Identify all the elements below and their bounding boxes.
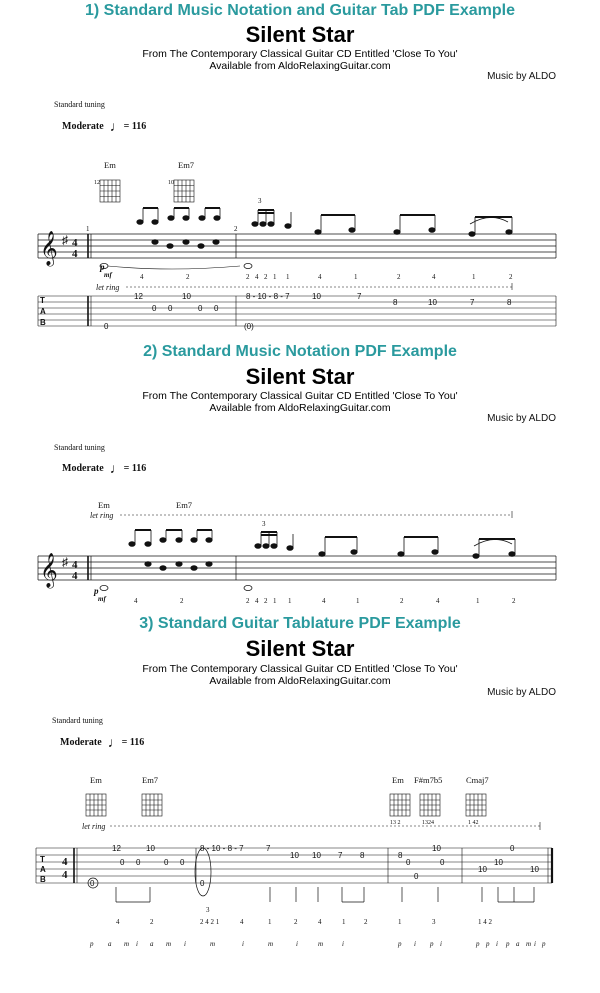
tuning-label: Standard tuning [54, 100, 105, 109]
tempo-value: = 116 [121, 737, 145, 748]
svg-text:mf: mf [104, 271, 112, 279]
svg-text:i: i [242, 940, 244, 948]
chord-diagrams [86, 794, 486, 816]
fingering-numbers [134, 597, 516, 605]
tab-letter: A [40, 865, 46, 874]
svg-text:1: 1 [398, 918, 402, 926]
svg-text:mf: mf [98, 595, 106, 603]
svg-text:7: 7 [470, 298, 475, 307]
svg-text:0: 0 [214, 304, 219, 313]
tab-letter: T [40, 296, 45, 305]
tuning-label: Standard tuning [52, 716, 103, 725]
chord-name: Cmaj7 [466, 775, 489, 785]
let-ring-label: let ring [96, 283, 120, 292]
svg-text:3: 3 [432, 918, 436, 926]
section-notation-only [0, 340, 600, 612]
svg-text:10: 10 [478, 865, 487, 874]
svg-text:10: 10 [182, 292, 191, 301]
svg-text:8: 8 [393, 298, 398, 307]
let-ring-label: let ring [82, 822, 106, 831]
bar-number: 1 [86, 225, 90, 233]
chord-name: Em7 [142, 775, 159, 785]
svg-text:8: 8 [507, 298, 512, 307]
chord-name: Em [104, 160, 116, 170]
svg-text:8: 8 [398, 851, 403, 860]
subtitle-line-2: Available from AldoRelaxingGuitar.com [209, 675, 391, 687]
svg-text:10: 10 [168, 180, 174, 186]
svg-text:i: i [342, 940, 344, 948]
svg-text:i: i [136, 940, 138, 948]
chord-fingering: 1324 [422, 820, 434, 826]
svg-text:0: 0 [198, 304, 203, 313]
svg-text:2: 2 [294, 918, 298, 926]
svg-text:10: 10 [146, 844, 155, 853]
music-staff [38, 234, 556, 258]
svg-text:0: 0 [120, 858, 125, 867]
tempo-label: Moderate [62, 121, 104, 132]
music-staff [38, 556, 556, 580]
time-signature: 4 [72, 559, 78, 571]
sharp-icon: ♯ [62, 233, 68, 247]
svg-text:4: 4 [432, 273, 436, 281]
svg-text:4: 4 [322, 597, 326, 605]
chord-diagram-em [100, 180, 120, 202]
fingering-numbers [140, 273, 513, 281]
svg-text:10: 10 [290, 851, 299, 860]
svg-text:10: 10 [312, 292, 321, 301]
svg-text:(0): (0) [244, 322, 254, 331]
chord-name: Em [392, 775, 404, 785]
svg-text:0: 0 [104, 322, 109, 331]
svg-text:2: 2 [180, 597, 184, 605]
chord-name: Em [98, 500, 110, 510]
svg-text:a: a [150, 940, 154, 948]
section-tab-only [0, 612, 600, 993]
svg-text:4: 4 [318, 918, 322, 926]
svg-text:m: m [526, 940, 532, 948]
svg-text:4: 4 [436, 597, 440, 605]
svg-text:2: 2 [150, 918, 154, 926]
composer-credit: Music by ALDO [487, 687, 556, 698]
svg-text:2: 2 [400, 597, 404, 605]
chord-name: F#m7b5 [414, 775, 443, 785]
svg-text:p: p [486, 940, 490, 948]
svg-text:i: i [440, 940, 442, 948]
score-system-1 [0, 0, 600, 340]
svg-text:4: 4 [140, 273, 144, 281]
svg-text:m: m [166, 940, 172, 948]
svg-text:2: 2 [246, 597, 250, 605]
svg-text:8: 8 [360, 851, 365, 860]
tab-letter: T [40, 855, 45, 864]
chord-fingering: 1 42 [468, 820, 479, 826]
svg-text:0: 0 [168, 304, 173, 313]
svg-text:0: 0 [510, 844, 515, 853]
tempo-value: = 116 [123, 121, 147, 132]
notes-bar-1 [100, 530, 212, 591]
dynamic-marking: p [94, 586, 99, 596]
tempo-value: = 116 [123, 463, 147, 474]
svg-text:10: 10 [530, 865, 539, 874]
svg-text:0: 0 [414, 872, 419, 881]
svg-text:12: 12 [94, 180, 100, 186]
rhythm-stems [116, 887, 534, 902]
treble-clef-icon: 𝄞 [40, 232, 58, 265]
bar-number: 2 [234, 225, 238, 233]
svg-text:8 - 10 - 8 - 7: 8 - 10 - 8 - 7 [246, 292, 290, 301]
svg-text:4: 4 [116, 918, 120, 926]
svg-text:2: 2 [264, 597, 268, 605]
svg-text:0: 0 [440, 858, 445, 867]
chord-name: Em7 [176, 500, 193, 510]
svg-text:1: 1 [356, 597, 360, 605]
svg-text:1: 1 [476, 597, 480, 605]
svg-text:p: p [476, 940, 480, 948]
tuning-label: Standard tuning [54, 443, 105, 452]
svg-text:0: 0 [90, 879, 95, 888]
song-title: Silent Star [245, 636, 355, 661]
svg-text:p: p [506, 940, 510, 948]
fingering-numbers [116, 918, 493, 926]
quarter-note-icon: ♩ [109, 120, 124, 135]
svg-text:1: 1 [273, 597, 277, 605]
svg-text:i: i [296, 940, 298, 948]
svg-text:0: 0 [180, 858, 185, 867]
svg-text:a: a [516, 940, 520, 948]
svg-text:4: 4 [62, 869, 68, 881]
svg-text:m: m [318, 940, 324, 948]
svg-text:10: 10 [432, 844, 441, 853]
svg-text:4: 4 [240, 918, 244, 926]
svg-text:2 4 2 1: 2 4 2 1 [200, 918, 220, 926]
section-notation-and-tab [0, 0, 600, 340]
svg-text:i: i [414, 940, 416, 948]
svg-text:1: 1 [342, 918, 346, 926]
picking-pattern [89, 940, 546, 948]
svg-text:4: 4 [255, 597, 259, 605]
svg-text:p: p [430, 940, 434, 948]
tab-numbers [104, 292, 512, 331]
svg-text:1: 1 [288, 597, 292, 605]
svg-text:10: 10 [428, 298, 437, 307]
svg-text:0: 0 [164, 858, 169, 867]
svg-text:2: 2 [512, 597, 516, 605]
svg-text:2: 2 [186, 273, 190, 281]
svg-text:4: 4 [318, 273, 322, 281]
svg-text:m: m [210, 940, 216, 948]
tab-letter: B [40, 318, 46, 327]
svg-text:2: 2 [364, 918, 368, 926]
svg-text:1: 1 [268, 918, 272, 926]
svg-text:p: p [398, 940, 402, 948]
tuplet-number: 3 [258, 197, 262, 205]
song-title: Silent Star [245, 22, 355, 47]
time-signature: 4 [62, 856, 68, 868]
quarter-note-icon: ♩ [107, 736, 122, 751]
tab-letter: B [40, 875, 46, 884]
svg-text:0: 0 [152, 304, 157, 313]
dynamic-marking: p [100, 262, 105, 272]
subtitle-line-1: From The Contemporary Classical Guitar CD Entitled 'Close To You' [142, 390, 458, 402]
svg-text:4: 4 [255, 273, 259, 281]
tab-staff [38, 296, 556, 326]
time-signature: 4 [72, 237, 78, 249]
svg-text:7: 7 [357, 292, 362, 301]
svg-text:0: 0 [136, 858, 141, 867]
composer-credit: Music by ALDO [487, 71, 556, 82]
svg-text:p: p [90, 940, 94, 948]
svg-text:2: 2 [397, 273, 401, 281]
subtitle-line-2: Available from AldoRelaxingGuitar.com [209, 60, 391, 72]
svg-text:10: 10 [494, 858, 503, 867]
notes-bar-1 [100, 208, 220, 269]
svg-text:0: 0 [200, 879, 205, 888]
svg-text:p: p [542, 940, 546, 948]
subtitle-line-1: From The Contemporary Classical Guitar CD Entitled 'Close To You' [142, 663, 458, 675]
chord-fingering: 13 2 [390, 820, 401, 826]
tab-system [0, 612, 600, 993]
svg-text:i: i [184, 940, 186, 948]
svg-text:2: 2 [246, 273, 250, 281]
svg-text:12: 12 [134, 292, 143, 301]
svg-text:2: 2 [264, 273, 268, 281]
tuplet-number: 3 [262, 520, 266, 528]
svg-text:1: 1 [472, 273, 476, 281]
score-system-2 [0, 340, 600, 612]
chord-name: Em [90, 775, 102, 785]
chord-diagram-em7 [174, 180, 194, 202]
svg-text:1 4 2: 1 4 2 [478, 918, 492, 926]
svg-text:m: m [124, 940, 130, 948]
song-title: Silent Star [245, 364, 355, 389]
section-heading: 1) Standard Music Notation and Guitar Tab PDF Example [85, 2, 515, 19]
tab-numbers [90, 844, 539, 888]
composer-credit: Music by ALDO [487, 413, 556, 424]
subtitle-line-2: Available from AldoRelaxingGuitar.com [209, 402, 391, 414]
quarter-note-icon: ♩ [109, 462, 124, 477]
svg-text:i: i [534, 940, 536, 948]
svg-text:7: 7 [338, 851, 343, 860]
tempo-label: Moderate [62, 463, 104, 474]
section-heading: 3) Standard Guitar Tablature PDF Example [139, 615, 461, 632]
treble-clef-icon: 𝄞 [40, 554, 58, 587]
chord-name: Em7 [178, 160, 195, 170]
svg-text:12: 12 [112, 844, 121, 853]
svg-text:2: 2 [509, 273, 513, 281]
svg-text:4: 4 [72, 570, 78, 582]
svg-text:m: m [268, 940, 274, 948]
svg-text:1: 1 [354, 273, 358, 281]
svg-text:1: 1 [286, 273, 290, 281]
svg-text:a: a [108, 940, 112, 948]
svg-text:8 - 10 - 8 - 7: 8 - 10 - 8 - 7 [200, 844, 244, 853]
svg-text:i: i [496, 940, 498, 948]
let-ring-label: let ring [90, 511, 114, 520]
subtitle-line-1: From The Contemporary Classical Guitar CD Entitled 'Close To You' [142, 48, 458, 60]
svg-text:10: 10 [312, 851, 321, 860]
tempo-label: Moderate [60, 737, 102, 748]
sharp-icon: ♯ [62, 555, 68, 569]
svg-text:1: 1 [273, 273, 277, 281]
svg-text:4: 4 [72, 248, 78, 260]
svg-text:7: 7 [266, 844, 271, 853]
svg-text:0: 0 [406, 858, 411, 867]
svg-text:3: 3 [206, 906, 210, 914]
tab-letter: A [40, 307, 46, 316]
section-heading: 2) Standard Music Notation PDF Example [143, 343, 457, 360]
svg-text:4: 4 [134, 597, 138, 605]
